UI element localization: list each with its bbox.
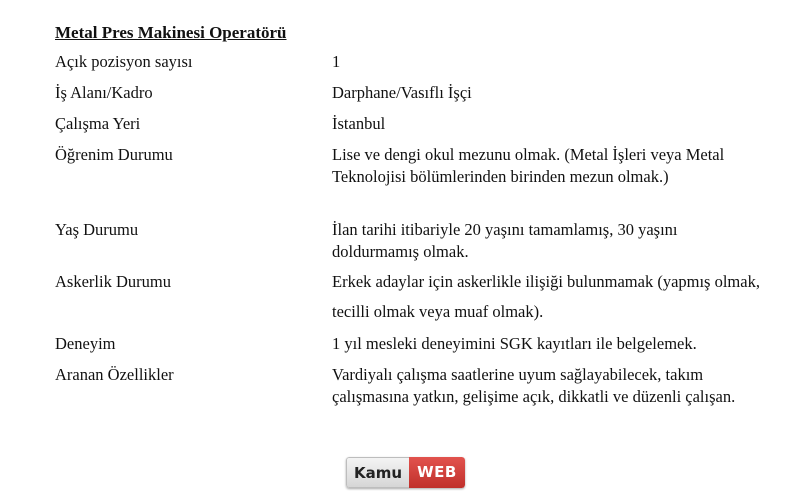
row-label: Aranan Özellikler (55, 365, 174, 384)
row-education (55, 144, 775, 219)
row-label: İş Alanı/Kadro (55, 83, 153, 102)
row-value: Erkek adaylar için askerlikle ilişiği bulunmamak (yapmış olmak, tecilli olmak veya muaf olmak). (332, 272, 760, 321)
row-value: 1 yıl mesleki deneyimini SGK kayıtları ile belgelemek. (332, 334, 697, 353)
row-label: Yaş Durumu (55, 220, 139, 239)
row-work-location (55, 113, 775, 144)
logo-web-text: WEB (409, 457, 465, 488)
row-work-area (55, 82, 775, 113)
job-title: Metal Pres Makinesi Operatörü (55, 23, 287, 42)
row-age (55, 219, 775, 271)
row-open-positions (55, 51, 775, 82)
row-value: 1 (332, 52, 341, 71)
row-experience (55, 333, 775, 364)
row-value: Lise ve dengi okul mezunu olmak. (Metal İşleri veya Metal Teknolojisi bölümlerinden birinden mezun olmak.) (332, 145, 725, 186)
row-value: İstanbul (332, 114, 386, 133)
job-posting (55, 22, 775, 434)
row-value: Darphane/Vasıflı İşçi (332, 83, 472, 102)
row-label: Çalışma Yeri (55, 114, 141, 133)
row-label: Açık pozisyon sayısı (55, 52, 193, 71)
row-value: Vardiyalı çalışma saatlerine uyum sağlayabilecek, takım çalışmasına yatkın, gelişime açık, dikkatli ve düzenli çalışan. (332, 365, 736, 406)
logo-kamu-text: Kamu (346, 457, 409, 488)
row-value: İlan tarihi itibariyle 20 yaşını tamamlamış, 30 yaşını doldurmamış olmak. (332, 220, 678, 261)
row-label: Deneyim (55, 334, 116, 353)
row-label: Öğrenim Durumu (55, 145, 173, 164)
row-qualifications (55, 364, 775, 434)
row-label: Askerlik Durumu (55, 272, 171, 291)
row-military-status (55, 271, 775, 333)
kamuweb-logo (346, 457, 465, 488)
